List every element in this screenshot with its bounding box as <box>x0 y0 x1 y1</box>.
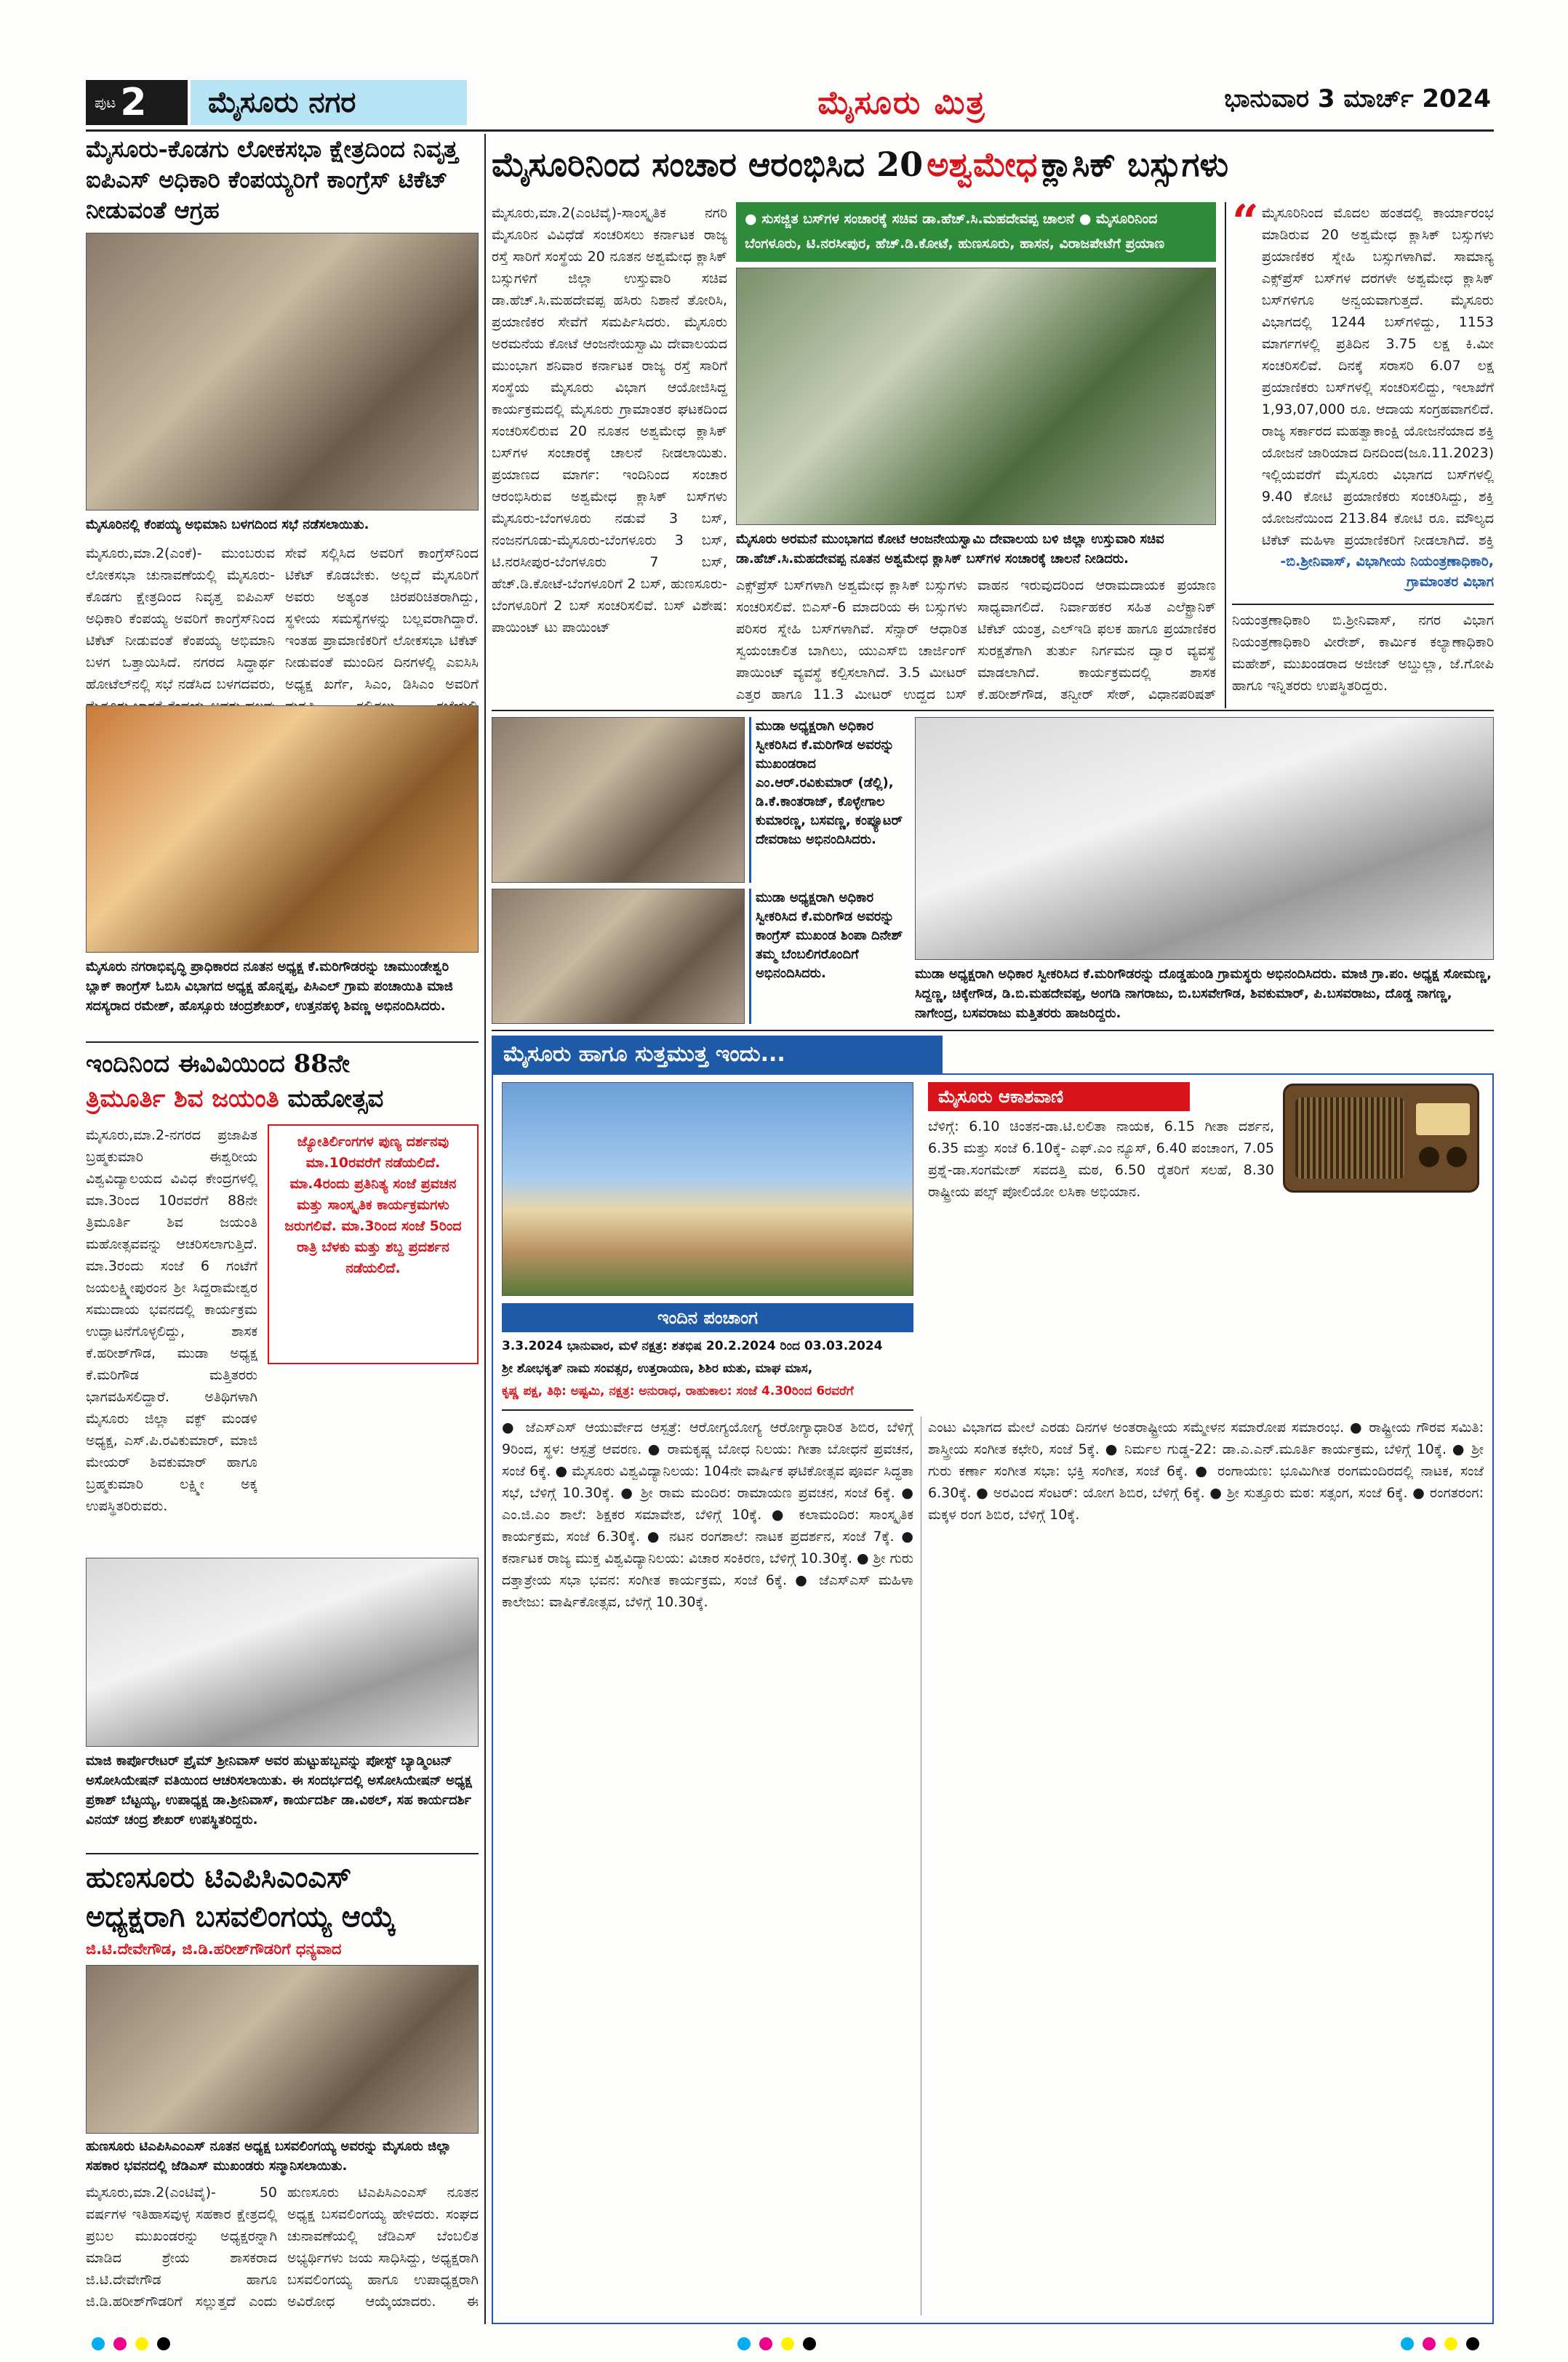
registration-dot-cyan <box>92 2337 105 2350</box>
radio-dial <box>1416 1103 1470 1135</box>
registration-dot-black <box>157 2337 170 2350</box>
rule-vertical-left <box>484 134 486 2324</box>
registration-dot-cyan <box>1401 2337 1414 2350</box>
masthead: ಮೈಸೂರು ಮಿತ್ರ <box>817 84 986 121</box>
bus-quote-author: -ಬಿ.ಶ್ರೀನಿವಾಸ್, ವಿಭಾಗೀಯ ನಿಯಂತ್ರಣಾಧಿಕಾರಿ, ಗ್ರಾಮಾಂತರ ವಿಭಾಗ <box>1280 553 1494 590</box>
bus-photo <box>736 268 1216 525</box>
panchanga-title: ಇಂದಿನ ಪಂಚಾಂಗ <box>502 1303 913 1332</box>
hunsur-subhead: ಜಿ.ಟಿ.ದೇವೇಗೌಡ, ಜಿ.ಡಿ.ಹರೀಶ್‌ಗೌಡರಿಗೆ ಧನ್ಯವಾದ <box>86 1940 342 1958</box>
left-story-headline: ಮೈಸೂರು-ಕೊಡಗು ಲೋಕಸಭಾ ಕ್ಷೇತ್ರದಿಂದ ನಿವೃತ್ತ ಐಪಿಎಸ್ ಅಧಿಕಾರಿ ಕೆಂಪಯ್ಯರಿಗೆ ಕಾಂಗ್ರೆಸ್ ಟಿಕೆಟ್ ನೀಡುವಂತೆ ಆಗ್ರಹ <box>86 135 458 224</box>
registration-dot-yellow <box>781 2337 794 2350</box>
muda-caption3: ಮುಡಾ ಅಧ್ಯಕ್ಷರಾಗಿ ಅಧಿಕಾರ ಸ್ವೀಕರಿಸಿದ ಕೆ.ಮರಿಗೌಡರನ್ನು ದೊಡ್ಡಹುಂಡಿ ಗ್ರಾಮಸ್ಥರು ಅಭಿನಂದಿಸಿದರು. ಮಾಜಿ ಗ್ರಾ.ಪಂ. ಅಧ್ಯಕ್ಷ ಸೋಮಣ್ಣ, ಸಿದ್ದಣ್ಣ, ಚಿಕ್ಕೇಗೌಡ, ಡಿ.ಬಿ.ಮಹದೇವಪ್ಪ, ಅಂಗಡಿ ನಾಗರಾಜು, ಬಿ.ಬಸವೇಗೌಡ, ಶಿವಕುಮಾರ್, ಪಿ.ಬಸವರಾಜು, ದೊಡ್ಡ ನಾಗಣ್ಣ, ನಾಗೇಂದ್ರ, ಬಸವರಾಜು ಮತ್ತಿತರರು ಹಾಜರಿದ್ದರು. <box>915 966 1492 1021</box>
panchanga-line-1: 3.3.2024 ಭಾನುವಾರ, ಮಳೆ ನಕ್ಷತ್ರ: ಶತಭಿಷ 20.2.2024 ರಿಂದ 03.03.2024 <box>502 1339 883 1353</box>
shiva-info-text: ಜ್ಯೋತಿರ್ಲಿಂಗಗಳ ಪುಣ್ಯ ದರ್ಶನವು ಮಾ.10ರವರೆಗೆ ನಡೆಯಲಿದೆ. ಮಾ.4ರಂದು ಪ್ರತಿನಿತ್ಯ ಸಂಜೆ ಪ್ರವಚನ ಮತ್ತು ಸಾಂಸ್ಕೃತಿಕ ಕಾರ್ಯಕ್ರಮಗಳು ಜರುಗಲಿವೆ. ಮಾ.3ರಿಂದ ಸಂಜೆ 5ರಿಂದ ರಾತ್ರಿ ಬೆಳಕು ಮತ್ತು ಶಬ್ದ ಪ್ರದರ್ಶನ ನಡೆಯಲಿದೆ. <box>284 1134 462 1276</box>
radio-speaker-grill <box>1295 1097 1404 1179</box>
bus-photo-caption: ಮೈಸೂರು ಅರಮನೆ ಮುಂಭಾಗದ ಕೋಟೆ ಆಂಜನೇಯಸ್ವಾಮಿ ದೇವಾಲಯ ಬಳಿ ಜಿಲ್ಲಾ ಉಸ್ತುವಾರಿ ಸಚಿವ ಡಾ.ಹೆಚ್.ಸಿ.ಮಹದೇವಪ್ಪ ನೂತನ ಅಶ್ವಮೇಧ ಕ್ಲಾಸಿಕ್ ಬಸ್‌ಗಳ ಸಂಚಾರಕ್ಕೆ ಚಾಲನೆ ನೀಡಿದರು. <box>736 532 1164 567</box>
shiva-body: ಮೈಸೂರು,ಮಾ.2-ನಗರದ ಪ್ರಜಾಪಿತ ಬ್ರಹ್ಮಕುಮಾರಿ ಈಶ್ವರೀಯ ವಿಶ್ವವಿದ್ಯಾಲಯದ ವಿವಿಧ ಕೇಂದ್ರಗಳಲ್ಲಿ ಮಾ.3ರಿಂದ 10ರವರೆಗೆ 88ನೇ ತ್ರಿಮೂರ್ತಿ ಶಿವ ಜಯಂತಿ ಮಹೋತ್ಸವವನ್ನು ಆಚರಿಸಲಾಗುತ್ತಿದೆ. ಮಾ.3ರಂದು ಸಂಜೆ 6 ಗಂಟೆಗೆ ಜಯಲಕ್ಷ್ಮೀಪುರಂನ ಶ್ರೀ ಸಿದ್ದರಾಮೇಶ್ವರ ಸಮುದಾಯ ಭವನದಲ್ಲಿ ಕಾರ್ಯಕ್ರಮ ಉದ್ಘಾಟನೆಗೊಳ್ಳಲಿದ್ದು, ಶಾಸಕ ಕೆ.ಹರೀಶ್‌ಗೌಡ, ಮುಡಾ ಅಧ್ಯಕ್ಷ ಕೆ.ಮರಿಗೌಡ ಮತ್ತಿತರರು ಭಾಗವಹಿಸಲಿದ್ದಾರೆ. ಅತಿಥಿಗಳಾಗಿ ಮೈಸೂರು ಜಿಲ್ಲಾ ವಕ್ಫ್ ಮಂಡಳಿ ಅಧ್ಯಕ್ಷ, ಎಸ್.ಪಿ.ರವಿಕುಮಾರ್, ಮಾಜಿ ಮೇಯರ್ ಶಿವಕುಮಾರ್ ಹಾಗೂ ಬ್ರಹ್ಮಕುಮಾರಿ ಲಕ್ಷ್ಮೀ ಅಕ್ಕ ಉಪಸ್ಥಿತರಿರುವರು. <box>86 1127 257 1514</box>
bus-body-col2: ಎಕ್ಸ್‌ಪ್ರೆಸ್ ಬಸ್‌ಗಳಾಗಿ ಅಶ್ವಮೇಧ ಕ್ಲಾಸಿಕ್ ಬಸ್ಸುಗಳು ಸಂಚರಿಸಲಿವೆ. ಬಿಎಸ್-6 ಮಾದರಿಯ ಈ ಬಸ್ಸುಗಳು ಪರಿಸರ ಸ್ನೇಹಿ ಬಸ್‌ಗಳಾಗಿವೆ. ಸೆನ್ಸಾರ್ ಆಧಾರಿತ ಸ್ವಯಂಚಾಲಿತ ಬಾಗಿಲು, ಯುಎಸ್‌ಬಿ ಚಾರ್ಜಿಂಗ್ ಪಾಯಿಂಟ್ ವ್ಯವಸ್ಥೆ ಕಲ್ಪಿಸಲಾಗಿದೆ. 3.5 ಮೀಟರ್ ಎತ್ತರ ಹಾಗೂ 11.3 ಮೀಟರ್ ಉದ್ದದ ಬಸ್ <box>736 577 967 702</box>
section-title: ಮೈಸೂರು ನಗರ <box>191 80 467 125</box>
bus-green-banner: ● ಸುಸಜ್ಜಿತ ಬಸ್‌ಗಳ ಸಂಚಾರಕ್ಕೆ ಸಚಿವ ಡಾ.ಹೆಚ್.ಸಿ.ಮಹದೇವಪ್ಪ ಚಾಲನೆ ● ಮೈಸೂರಿನಿಂದ ಬೆಂಗಳೂರು, ಟಿ.ನರಸೀಪುರ, ಹೆಚ್.ಡಿ.ಕೋಟೆ, ಹುಣಸೂರು, ಹಾಸನ, ವಿರಾಜಪೇಟೆಗೆ ಪ್ರಯಾಣ <box>736 202 1216 262</box>
bus-body-col3: ವಾಹನ ಇರುವುದರಿಂದ ಆರಾಮದಾಯಕ ಪ್ರಯಾಣ ಸಾಧ್ಯವಾಗಲಿದೆ. ನಿರ್ವಾಹಕರ ಸಹಿತ ಎಲೆಕ್ಟ್ರಾನಿಕ್ ಟಿಕೆಟ್ ಯಂತ್ರ, ಎಲ್‌ಇಡಿ ಫಲಕ ಹಾಗೂ ಪ್ರಯಾಣಿಕರ ಸುರಕ್ಷತೆಗಾಗಿ ತುರ್ತು ನಿರ್ಗಮನ ದ್ವಾರ ವ್ಯವಸ್ಥೆ ಮಾಡಲಾಗಿದೆ. ಕಾರ್ಯಕ್ರಮದಲ್ಲಿ ಶಾಸಕ ಕೆ.ಹರೀಶ್‌ಗೌಡ, ತನ್ವೀರ್ ಸೇಠ್, ವಿಧಾನಪರಿಷತ್ <box>977 577 1216 702</box>
bus-quote-box <box>1232 195 1494 599</box>
events-section-title: ಮೈಸೂರು ಹಾಗೂ ಸುತ್ತಮುತ್ತ ಇಂದು... <box>492 1036 943 1073</box>
bus-body-col1: ಮೈಸೂರು,ಮಾ.2(ಎಂಟಿವೈ)-ಸಾಂಸ್ಕೃತಿಕ ನಗರಿ ಮೈಸೂರಿನ ವಿವಿಧೆಡೆ ಸಂಚರಿಸಲು ಕರ್ನಾಟಕ ರಾಜ್ಯ ರಸ್ತೆ ಸಾರಿಗೆ ಸಂಸ್ಥೆಯ 20 ನೂತನ ಅಶ್ವಮೇಧ ಕ್ಲಾಸಿಕ್ ಬಸ್ಸುಗಳಿಗೆ ಜಿಲ್ಲಾ ಉಸ್ತುವಾರಿ ಸಚಿವ ಡಾ.ಹೆಚ್.ಸಿ.ಮಹದೇವಪ್ಪ ಹಸಿರು ನಿಶಾನೆ ತೋರಿಸಿ, ಪ್ರಯಾಣಿಕರ ಸೇವೆಗೆ ಸಮರ್ಪಿಸಿದರು. ಮೈಸೂರು ಅರಮನೆಯ ಕೋಟೆ ಆಂಜನೇಯಸ್ವಾಮಿ ದೇವಾಲಯದ ಮುಂಭಾಗ ಶನಿವಾರ ಕರ್ನಾಟಕ ರಾಜ್ಯ ರಸ್ತೆ ಸಾರಿಗೆ ಸಂಸ್ಥೆಯ ಮೈಸೂರು ವಿಭಾಗ ಆಯೋಜಿಸಿದ್ದ ಕಾರ್ಯಕ್ರಮದಲ್ಲಿ ಮೈಸೂರು ಗ್ರಾಮಾಂತರ ಘಟಕದಿಂದ ಸಂಚರಿಸಲಿರುವ 20 ನೂತನ ಅಶ್ವಮೇಧ ಕ್ಲಾಸಿಕ್ ಬಸ್‌ಗಳ ಸಂಚಾರಕ್ಕೆ ಚಾಲನೆ ನೀಡಲಾಯಿತು. ಪ್ರಯಾಣದ ಮಾರ್ಗ: ಇಂದಿನಿಂದ ಸಂಚಾರ ಆರಂಭಿಸಿರುವ ಅಶ್ವಮೇಧ ಕ್ಲಾಸಿಕ್ ಬಸ್‌ಗಳು ಮೈಸೂರು-ಬೆಂಗಳೂರು ನಡುವೆ 3 ಬಸ್, ನಂಜನಗೂಡು-ಮೈಸೂರು-ಬೆಂಗಳೂರು 3 ಬಸ್, ಟಿ.ನರಸೀಪುರ-ಬೆಂಗಳೂರು 7 ಬಸ್, ಹೆಚ್.ಡಿ.ಕೋಟೆ-ಬೆಂಗಳೂರಿಗೆ 2 ಬಸ್, ಹುಣಸೂರು-ಬೆಂಗಳೂರಿಗೆ 2 ಬಸ್ ಸಂಚರಿಸಲಿವೆ. ಬಸ್ ವಿಶೇಷ: ಪಾಯಿಂಟ್ ಟು ಪಾಯಿಂಟ್ <box>492 205 727 636</box>
hunsur-headline-2: ಅಧ್ಯಕ್ಷರಾಗಿ ಬಸವಲಿಂಗಯ್ಯ ಆಯ್ಕೆ <box>86 1899 396 1934</box>
radio-text-top: ಬೆಳಿಗ್ಗೆ: 6.10 ಚಿಂತನ-ಡಾ.ಟಿ.ಲಲಿತಾ ನಾಯಕ, 6.15 ಗೀತಾ ದರ್ಶನ, 6.35 ಮತ್ತು ಸಂಜೆ 6.10ಕ್ಕೆ- ಎಫ್.ಎಂ ನ್ಯೂಸ್, 6.40 ಪಂಚಾಂಗ, 7.05 ಪ್ರಶ್ನೆ-ಡಾ.ಸಂಗಮೇಶ್ ಸವದತ್ತಿ ಮಠ, 6.50 ರೈತರಿಗೆ ಸಲಹೆ, 8.30 ರಾಷ್ಟ್ರೀಯ ಪಲ್ಸ್ ಪೋಲಿಯೋ ಲಸಿಕಾ ಅಭಿಯಾನ. <box>928 1118 1274 1200</box>
radio-title: ಮೈಸೂರು ಆಕಾಶವಾಣಿ <box>928 1082 1190 1111</box>
shiva-headline-1: ಇಂದಿನಿಂದ ಈವಿವಿಯಿಂದ 88ನೇ <box>86 1049 351 1078</box>
palace-photo <box>502 1082 913 1296</box>
bus-headline-b: ಕ್ಲಾಸಿಕ್ ಬಸ್ಸುಗಳು <box>1041 145 1229 184</box>
rule-events-top <box>492 1030 1494 1031</box>
bus-headline-red: ಅಶ್ವಮೇಧ <box>927 145 1038 184</box>
shiva-headline-black: ಮಹೋತ್ಸವ <box>287 1084 384 1113</box>
page-label: ಪುಟ <box>95 94 116 111</box>
muda-photo2 <box>492 889 745 1024</box>
header-rule <box>86 129 1494 132</box>
registration-dot-magenta <box>759 2337 772 2350</box>
events-list-col2: ಎಂಟು ವಿಭಾಗದ ಮೇಲೆ ಎರಡು ದಿನಗಳ ಅಂತರಾಷ್ಟ್ರೀಯ ಸಮ್ಮೇಳನ ಸಮಾರೋಪ ಸಮಾರಂಭ. ● ರಾಷ್ಟ್ರೀಯ ಗೌರವ ಸಮಿತಿ: ಶಾಸ್ತ್ರೀಯ ಸಂಗೀತ ಕಛೇರಿ, ಸಂಜೆ 5ಕ್ಕೆ. ● ನಿರ್ಮಲ ಗುಡ್ಡ-22: ಡಾ.ಎ.ಎನ್.ಮೂರ್ತಿ ಕಾರ್ಯಕ್ರಮ, ಬೆಳಿಗ್ಗೆ 10ಕ್ಕೆ. ● ಶ್ರೀ ಗುರು ಕರ್ಣಾ ಸಂಗೀತ ಸಭಾ: ಭಕ್ತಿ ಸಂಗೀತ, ಸಂಜೆ 6ಕ್ಕೆ. ● ರಂಗಾಯಣ: ಭೂಮಿಗೀತ ರಂಗಮಂದಿರದಲ್ಲಿ ನಾಟಕ, ಸಂಜೆ 6.30ಕ್ಕೆ. ● ಅರವಿಂದ ಸೆಂಟರ್: ಯೋಗ ಶಿಬಿರ, ಬೆಳಿಗ್ಗೆ 6ಕ್ಕೆ. ● ಶ್ರೀ ಸುತ್ತೂರು ಮಠ: ಸತ್ಸಂಗ, ಸಂಜೆ 6ಕ್ಕೆ. ● ರಂಗತರಂಗ: ಮಕ್ಕಳ ರಂಗ ಶಿಬಿರ, ಬೆಳಿಗ್ಗೆ 10ಕ್ಕೆ. <box>928 1420 1484 1523</box>
issue-date: ಭಾನುವಾರ 3 ಮಾರ್ಚ್ 2024 <box>1224 84 1491 113</box>
panchanga-line-2: ಶ್ರೀ ಶೋಭಕೃತ್ ನಾಮ ಸಂವತ್ಸರ, ಉತ್ತರಾಯಣ, ಶಿಶಿರ ಋತು, ಮಾಘ ಮಾಸ, <box>502 1361 813 1376</box>
left-story-photo <box>86 233 479 511</box>
radio-knob-1 <box>1419 1147 1439 1167</box>
page-number: 2 <box>120 81 147 124</box>
events-list-col1: ● ಜೆಎಸ್‌ಎಸ್ ಆಯುರ್ವೇದ ಆಸ್ಪತ್ರೆ: ಆರೋಗ್ಯಯೋಗ್ಯ ಆರೋಗ್ಯಾಧಾರಿತ ಶಿಬಿರ, ಬೆಳಿಗ್ಗೆ 9ರಿಂದ, ಸ್ಥಳ: ಆಸ್ಪತ್ರೆ ಆವರಣ. ● ರಾಮಕೃಷ್ಣ ಬೋಧ ನಿಲಯ: ಗೀತಾ ಬೋಧನೆ ಪ್ರವಚನ, ಸಂಜೆ 6ಕ್ಕೆ. ● ಮೈಸೂರು ವಿಶ್ವವಿದ್ಯಾನಿಲಯ: 104ನೇ ವಾರ್ಷಿಕ ಘಟಿಕೋತ್ಸವ ಪೂರ್ವ ಸಿದ್ಧತಾ ಸಭೆ, ಬೆಳಿಗ್ಗೆ 10.30ಕ್ಕೆ. ● ಶ್ರೀ ರಾಮ ಮಂದಿರ: ರಾಮಾಯಣ ಪ್ರವಚನ, ಸಂಜೆ 6ಕ್ಕೆ. ● ಎಂ.ಜಿ.ಎಂ ಶಾಲೆ: ಶಿಕ್ಷಕರ ಸಮಾವೇಶ, ಬೆಳಿಗ್ಗೆ 10ಕ್ಕೆ. ● ಕಲಾಮಂದಿರ: ಸಾಂಸ್ಕೃತಿಕ ಕಾರ್ಯಕ್ರಮ, ಸಂಜೆ 6.30ಕ್ಕೆ. ● ನಟನ ರಂಗಶಾಲೆ: ನಾಟಕ ಪ್ರದರ್ಶನ, ಸಂಜೆ 7ಕ್ಕೆ. ● ಕರ್ನಾಟಕ ರಾಜ್ಯ ಮುಕ್ತ ವಿಶ್ವವಿದ್ಯಾನಿಲಯ: ವಿಚಾರ ಸಂಕಿರಣ, ಬೆಳಿಗ್ಗೆ 10.30ಕ್ಕೆ. ● ಶ್ರೀ ಗುರು ದತ್ತಾತ್ರೇಯ ಸಭಾ ಭವನ: ಸಂಗೀತ ಕಾರ್ಯಕ್ರಮ, ಸಂಜೆ 6ಕ್ಕೆ. ● ಜೆಎಸ್‌ಎಸ್ ಮಹಿಳಾ ಕಾಲೇಜು: ವಾರ್ಷಿಕೋತ್ಸವ, ಬೆಳಿಗ್ಗೆ 10.30ಕ್ಕೆ. <box>502 1420 913 1610</box>
left-photo2 <box>86 705 479 953</box>
hunsur-story <box>86 1859 479 2324</box>
shiva-info-box <box>268 1124 479 1364</box>
quote-mark-icon: “ <box>1232 195 1259 249</box>
radio-knob-2 <box>1447 1147 1467 1167</box>
left-photo2-caption: ಮೈಸೂರು ನಗರಾಭಿವೃದ್ಧಿ ಪ್ರಾಧಿಕಾರದ ನೂತನ ಅಧ್ಯಕ್ಷ ಕೆ.ಮರಿಗೌಡರನ್ನು ಚಾಮುಂಡೇಶ್ವರಿ ಬ್ಲಾಕ್ ಕಾಂಗ್ರೆಸ್ ಓಬಿಸಿ ವಿಭಾಗದ ಅಧ್ಯಕ್ಷ ಹೊನ್ನಪ್ಪ, ಪಿಸಿಎಲ್ ಗ್ರಾಮ ಪಂಚಾಯಿತಿ ಮಾಜಿ ಸದಸ್ಯರಾದ ರಮೇಶ್, ಹೊಸ್ಸೂರು ಚಂದ್ರಶೇಖರ್, ಉತ್ತನಹಳ್ಳಿ ಶಿವಣ್ಣ ಅಭಿನಂದಿಸಿದರು. <box>86 959 453 1014</box>
bus-body-col4: ನಿಯಂತ್ರಣಾಧಿಕಾರಿ ಬಿ.ಶ್ರೀನಿವಾಸ್, ನಗರ ವಿಭಾಗ ನಿಯಂತ್ರಣಾಧಿಕಾರಿ ವೀರೇಶ್, ಕಾರ್ಮಿಕ ಕಲ್ಯಾಣಾಧಿಕಾರಿ ಮಹೇಶ್, ಮುಖಂಡರಾದ ಅಜೀಜ್ ಅಬ್ದುಲ್ಲಾ, ಜೆ.ಗೋಪಿ ಹಾಗೂ ಇನ್ನಿತರರು ಉಪಸ್ಥಿತರಿದ್ದರು. <box>1232 612 1494 694</box>
registration-dot-yellow <box>135 2337 148 2350</box>
registration-dots-center <box>733 2337 820 2355</box>
left-story-body-col2: ಸೇವೆ ಸಲ್ಲಿಸಿದ ಅವರಿಗೆ ಕಾಂಗ್ರೆಸ್‌ನಿಂದ ಟಿಕೆಟ್ ಕೊಡಬೇಕು. ಅಲ್ಲದೆ ಮೈಸೂರಿಗೆ ಅವರು ಅತ್ಯಂತ ಚಿರಪರಿಚಿತರಾಗಿದ್ದು, ಸ್ಥಳೀಯ ಸಮಸ್ಯೆಗಳನ್ನು ಬಲ್ಲವರಾಗಿದ್ದಾರೆ. ಇಂತಹ ಪ್ರಾಮಾಣಿಕರಿಗೆ ಲೋಕಸಭಾ ಟಿಕೆಟ್ ನೀಡುವಂತೆ ಮುಂದಿನ ದಿನಗಳಲ್ಲಿ ಎಐಸಿಸಿ ಅಧ್ಯಕ್ಷ ಖರ್ಗೆ, ಸಿಎಂ, ಡಿಸಿಎಂ ಅವರಿಗೆ <box>285 545 479 692</box>
panchanga-line-3: ಕೃಷ್ಣ ಪಕ್ಷ, ತಿಥಿ: ಅಷ್ಟಮಿ, ನಕ್ಷತ್ರ: ಅನುರಾಧ, ರಾಹುಕಾಲ: ಸಂಜೆ 4.30ರಿಂದ 6ರವರೆಗೆ <box>502 1384 854 1398</box>
registration-dots-right <box>1396 2337 1484 2355</box>
hunsur-body: ಮೈಸೂರು,ಮಾ.2(ಎಂಟಿವೈ)- 50 ವರ್ಷಗಳ ಇತಿಹಾಸವುಳ್ಳ ಸಹಕಾರ ಕ್ಷೇತ್ರದಲ್ಲಿ ಪ್ರಬಲ ಮುಖಂಡರನ್ನು ಅಧ್ಯಕ್ಷರನ್ನಾಗಿ ಮಾಡಿದ ಶ್ರೇಯ ಶಾಸಕರಾದ ಜಿ.ಟಿ.ದೇವೇಗೌಡ ಹಾಗೂ ಜಿ.ಡಿ.ಹರೀಶ್‌ಗೌಡರಿಗೆ ಸಲ್ಲುತ್ತದೆ ಎಂದು ಹುಣಸೂರು ಟಿಎಪಿಸಿಎಂಎಸ್ ನೂತನ ಅಧ್ಯಕ್ಷ ಬಸವಲಿಂಗಯ್ಯ ಹೇಳಿದರು. ಸಂಘದ ಚುನಾವಣೆಯಲ್ಲಿ ಜೆಡಿಎಸ್ ಬೆಂಬಲಿತ ಅಭ್ಯರ್ಥಿಗಳು ಜಯ ಸಾಧಿಸಿದ್ದು, ಅಧ್ಯಕ್ಷರಾಗಿ ಬಸವಲಿಂಗಯ್ಯ ಹಾಗೂ ಉಪಾಧ್ಯಕ್ಷರಾಗಿ ಅವಿರೋಧ ಆಯ್ಕೆಯಾದರು. ಈ <box>86 2185 479 2310</box>
rule-panchanga <box>502 1409 913 1411</box>
muda-photo3 <box>915 717 1494 960</box>
rule-left-1 <box>86 1041 479 1043</box>
registration-dot-yellow <box>1444 2337 1457 2350</box>
muda-box1: ಮುಡಾ ಅಧ್ಯಕ್ಷರಾಗಿ ಅಧಿಕಾರ ಸ್ವೀಕರಿಸಿದ ಕೆ.ಮರಿಗೌಡ ಅವರನ್ನು ಮುಖಂಡರಾದ ಎಂ.ಆರ್.ರವಿಕುಮಾರ್ (ಡೆಲ್ಲಿ), ಡಿ.ಕೆ.ಕಾಂತರಾಜ್, ಕೊಳ್ಳೇಗಾಲ ಕುಮಾರಣ್ಣ, ಬಸವಣ್ಣ, ಕಂಪ್ಯೂಟರ್ ದೇವರಾಜು ಅಭಿನಂದಿಸಿದರು. <box>749 717 908 883</box>
left-story-caption: ಮೈಸೂರಿನಲ್ಲಿ ಕೆಂಪಯ್ಯ ಅಭಿಮಾನಿ ಬಳಗದಿಂದ ಸಭೆ ನಡೆಸಲಾಯಿತು. <box>86 517 369 532</box>
bus-quote-text: ಮೈಸೂರಿನಿಂದ ಮೊದಲ ಹಂತದಲ್ಲಿ ಕಾರ್ಯಾರಂಭ ಮಾಡಿರುವ 20 ಅಶ್ವಮೇಧ ಕ್ಲಾಸಿಕ್ ಬಸ್ಸುಗಳು ಪ್ರಯಾಣಿಕರ ಸ್ನೇಹಿ ಬಸ್ಸುಗಳಾಗಿವೆ. ಸಾಮಾನ್ಯ ಎಕ್ಸ್‌ಪ್ರೆಸ್ ಬಸ್‌ಗಳ ದರಗಳೇ ಅಶ್ವಮೇಧ ಕ್ಲಾಸಿಕ್ ಬಸ್‌ಗಳಿಗೂ ಅನ್ವಯವಾಗುತ್ತದೆ. ಮೈಸೂರು ವಿಭಾಗದಲ್ಲಿ 1244 ಬಸ್‌ಗಳಿದ್ದು, 1153 ಮಾರ್ಗಗಳಲ್ಲಿ ಪ್ರತಿದಿನ 3.75 ಲಕ್ಷ ಕಿ.ಮೀ ಸಂಚರಿಸಲಿವೆ. ದಿನಕ್ಕೆ ಸರಾಸರಿ 6.07 ಲಕ್ಷ ಪ್ರಯಾಣಿಕರು ಬಸ್‌ಗಳಲ್ಲಿ ಸಂಚರಿಸಲಿದ್ದು, ಇಲಾಖೆಗೆ 1,93,07,000 ರೂ. ಆದಾಯ ಸಂಗ್ರಹವಾಗಲಿದೆ. ರಾಜ್ಯ ಸರ್ಕಾರದ ಮಹತ್ವಾಕಾಂಕ್ಷಿ ಯೋಜನೆಯಾದ ಶಕ್ತಿ ಯೋಜನೆ ಜಾರಿಯಾದ ದಿನದಿಂದ(ಜೂ.11.2023) ಇಲ್ಲಿಯವರೆಗೆ ಮೈಸೂರು ವಿಭಾಗದ ಬಸ್‌ಗಳಲ್ಲಿ 9.40 ಕೋಟಿ ಪ್ರಯಾಣಿಕರು ಸಂಚರಿಸಿದ್ದು, ಶಕ್ತಿ ಯೋಜನೆಯಿಂದ 213.84 ಕೋಟಿ ರೂ. ಮೌಲ್ಯದ ಟಿಕೆಟ್ ಮಹಿಳಾ ಪ್ರಯಾಣಿಕರಿಗೆ ನೀಡಲಾಗಿದೆ. ಶಕ್ತಿ <box>1261 205 1494 548</box>
registration-dot-cyan <box>737 2337 751 2350</box>
bus-headline <box>492 134 1494 196</box>
shiva-headline-red: ತ್ರಿಮೂರ್ತಿ ಶಿವ ಜಯಂತಿ <box>86 1084 279 1113</box>
left-photo3 <box>86 1558 479 1747</box>
bus-headline-a: ಮೈಸೂರಿನಿಂದ ಸಂಚಾರ ಆರಂಭಿಸಿದ 20 <box>492 145 924 184</box>
hunsur-caption: ಹುಣಸೂರು ಟಿಎಪಿಸಿಎಂಎಸ್ ನೂತನ ಅಧ್ಯಕ್ಷ ಬಸವಲಿಂಗಯ್ಯ ಅವರನ್ನು ಮೈಸೂರು ಜಿಲ್ಲಾ ಸಹಕಾರ ಭವನದಲ್ಲಿ ಜೆಡಿಎಸ್ ಮುಖಂಡರು ಸನ್ಮಾನಿಸಲಾಯಿತು. <box>86 2139 452 2174</box>
page-number-badge <box>86 80 188 125</box>
rule-vertical-bus <box>1225 202 1226 708</box>
hunsur-headline-1: ಹುಣಸೂರು ಟಿಎಪಿಸಿಎಂಎಸ್ <box>86 1860 352 1894</box>
shiva-story <box>86 1047 479 1549</box>
panchanga-text <box>502 1335 913 1405</box>
registration-dot-black <box>803 2337 816 2350</box>
muda-box2: ಮುಡಾ ಅಧ್ಯಕ್ಷರಾಗಿ ಅಧಿಕಾರ ಸ್ವೀಕರಿಸಿದ ಕೆ.ಮರಿಗೌಡ ಅವರನ್ನು ಕಾಂಗ್ರೆಸ್ ಮುಖಂಡ ಶಿಂಪಾ ದಿನೇಶ್ ತಮ್ಮ ಬೆಂಬಲಿಗರೊಂದಿಗೆ ಅಭಿನಂದಿಸಿದರು. <box>749 889 908 1024</box>
rule-left-2 <box>86 1853 479 1854</box>
registration-dots-left <box>87 2337 175 2355</box>
registration-dot-black <box>1466 2337 1479 2350</box>
registration-dot-magenta <box>1423 2337 1436 2350</box>
rule-bus-bottom <box>492 710 1494 711</box>
rule-quote <box>1232 604 1494 605</box>
left-photo3-caption: ಮಾಜಿ ಕಾರ್ಪೊರೇಟರ್ ಪ್ರೈಮ್ ಶ್ರೀನಿವಾಸ್ ಅವರ ಹುಟ್ಟುಹಬ್ಬವನ್ನು ಪೋಸ್ಟ್ ಬ್ಯಾಡ್ಮಿಂಟನ್ ಅಸೋಸಿಯೇಷನ್ ವತಿಯಿಂದ ಆಚರಿಸಲಾಯಿತು. ಈ ಸಂದರ್ಭದಲ್ಲಿ ಅಸೋಸಿಯೇಷನ್ ಅಧ್ಯಕ್ಷ ಪ್ರಕಾಶ್ ಬೆಟ್ಟಯ್ಯ, ಉಪಾಧ್ಯಕ್ಷ ಡಾ.ಶ್ರೀನಿವಾಸ್, ಕಾರ್ಯದರ್ಶಿ ಡಾ.ವಿಠಲ್, ಸಹ ಕಾರ್ಯದರ್ಶಿ ವಿನಯ್ ಚಂದ್ರ ಶೇಖರ್ ಉಪಸ್ಥಿತರಿದ್ದರು. <box>86 1753 472 1827</box>
shiva-headline-2 <box>86 1082 479 1118</box>
radio-icon <box>1283 1084 1479 1193</box>
left-story-body-col1: ಮೈಸೂರು,ಮಾ.2(ಎಂಕೆ)- ಮುಂಬರುವ ಲೋಕಸಭಾ ಚುನಾವಣೆಯಲ್ಲಿ ಮೈಸೂರು-ಕೊಡಗು ಕ್ಷೇತ್ರದಿಂದ ನಿವೃತ್ತ ಐಪಿಎಸ್ ಅಧಿಕಾರಿ ಕೆಂಪಯ್ಯ ಅವರಿಗೆ ಕಾಂಗ್ರೆಸ್‌ನಿಂದ ಟಿಕೆಟ್ ನೀಡುವಂತೆ ಕೆಂಪಯ್ಯ ಅಭಿಮಾನಿ ಬಳಗ ಒತ್ತಾಯಿಸಿದೆ. ನಗರದ ಸಿದ್ಧಾರ್ಥ ಹೋಟೆಲ್‌ನಲ್ಲಿ ಸಭೆ ನಡೆಸಿದ ಬಳಗದವರು, <box>86 545 275 692</box>
muda-photo1 <box>492 717 745 883</box>
registration-dot-magenta <box>113 2337 127 2350</box>
hunsur-photo <box>86 1965 479 2134</box>
